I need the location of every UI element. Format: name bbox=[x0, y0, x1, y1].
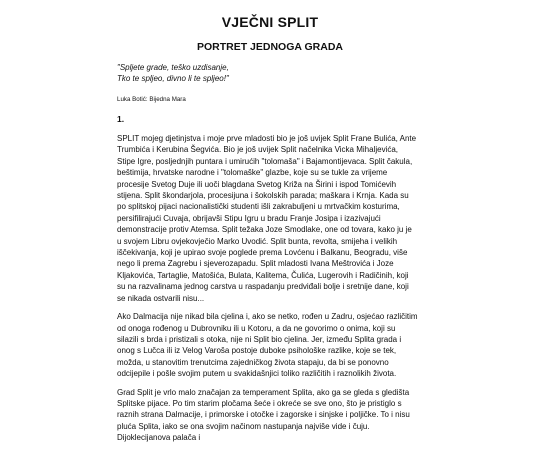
epigraph-attribution: Luka Botić: Bijedna Mara bbox=[117, 96, 186, 103]
body-text bbox=[117, 133, 418, 451]
document-title: VJEČNI SPLIT bbox=[221, 14, 319, 30]
epigraph-line: Tko te spljeo, divno li te spljeo!" bbox=[117, 73, 229, 83]
document-subtitle: PORTRET JEDNOGA GRADA bbox=[196, 41, 344, 53]
paragraph: SPLIT mojeg djetinjstva i moje prve mladosti bio je još uvijek Split Frane Bulića, Ante Trumbića i Kerubina Šegvića. Bio je još uvijek Split načelnika Vicka Mihaljevića, Stipe Igre, posljednjih puntara i umirućih "tolomaša" i Bajamontijevaca. Split čakula, beštimija, hrvatske narodne i "tolomaške" glazbe, koje su se tukle za vrijeme procesije Svetog Duje ili uoči blagdana Svetog Križa na Širini i ispod Tomićevih stijena. Split škondarjola, procesijuna i šokolskih parada; maškara i Krnja. Kada su po splitskoj pijaci nacionalistički studenti išli zakrabuljeni u mrtvačkim kosturima, persifilirajući Cuvaja, obrijavši Stipu Igru u bradu Franje Josipa i izazivajući demonstracije protiv Atemsa. Split težaka Joze Smodlake, one od tovara, kako ju je u svojem Libru ovjekovječio Marko Uvodić. Split bunta, revolta, smijeha i velikih iščekivanja, koji je upirao svoje poglede prema Lovćenu i Balkanu, Beogradu, više nego li prema Zagrebu i sjeverozapadu. Split mladosti Ivana Meštrovića i Joze Kljakovića, Tartaglie, Matošića, Bulata, Kalitema, Čulića, Lugerovih i Radičinih, koji su na razvalinama jednog carstva u raspadanju predviđali bolje i sretnije dane, koji se nikada ostvarili nisu... bbox=[117, 134, 417, 303]
epigraph-line: "Splјete grade, teško uzdisanje, bbox=[117, 63, 229, 72]
paragraph: Ako Dalmacija nije nikad bila cjelina i, ako se netko, rođen u Zadru, osjećao različitim od onoga rođenog u Dubrovniku ili u Kotoru, a da ne govorimo o onima, koji su silazili s brda i pristizali s otoka, nije ni Split bio cjelina. Jer, između Splita grada i onog s Lučca ili iz Velog Varoša postoje duboke psihološke razlike, koje se tek, možda, u stanovitim trenutcima zajedničkog života stapaju, da bi se ponovno odcijepile i pošle svojim putem u svakidašnjici toliko različitih i raznolikih života. bbox=[117, 312, 418, 379]
section-number: 1. bbox=[117, 114, 125, 124]
epigraph bbox=[117, 63, 437, 84]
paragraph: Grad Split je vrlo malo značajan za temperament Splita, ako ga se gleda s gledišta Splitske pijace. Po tim starim pločama šeće i okreće se sve ono, što je pristiglo s raznih strana Dalmacije, i primorske i otočke i zagorske i sinjske i poljičke. To i nisu pluća Splita, iako se ona svojim načinom nastupanja najviše vide i čuju. Dijoklecijanova palača i bbox=[117, 387, 410, 443]
